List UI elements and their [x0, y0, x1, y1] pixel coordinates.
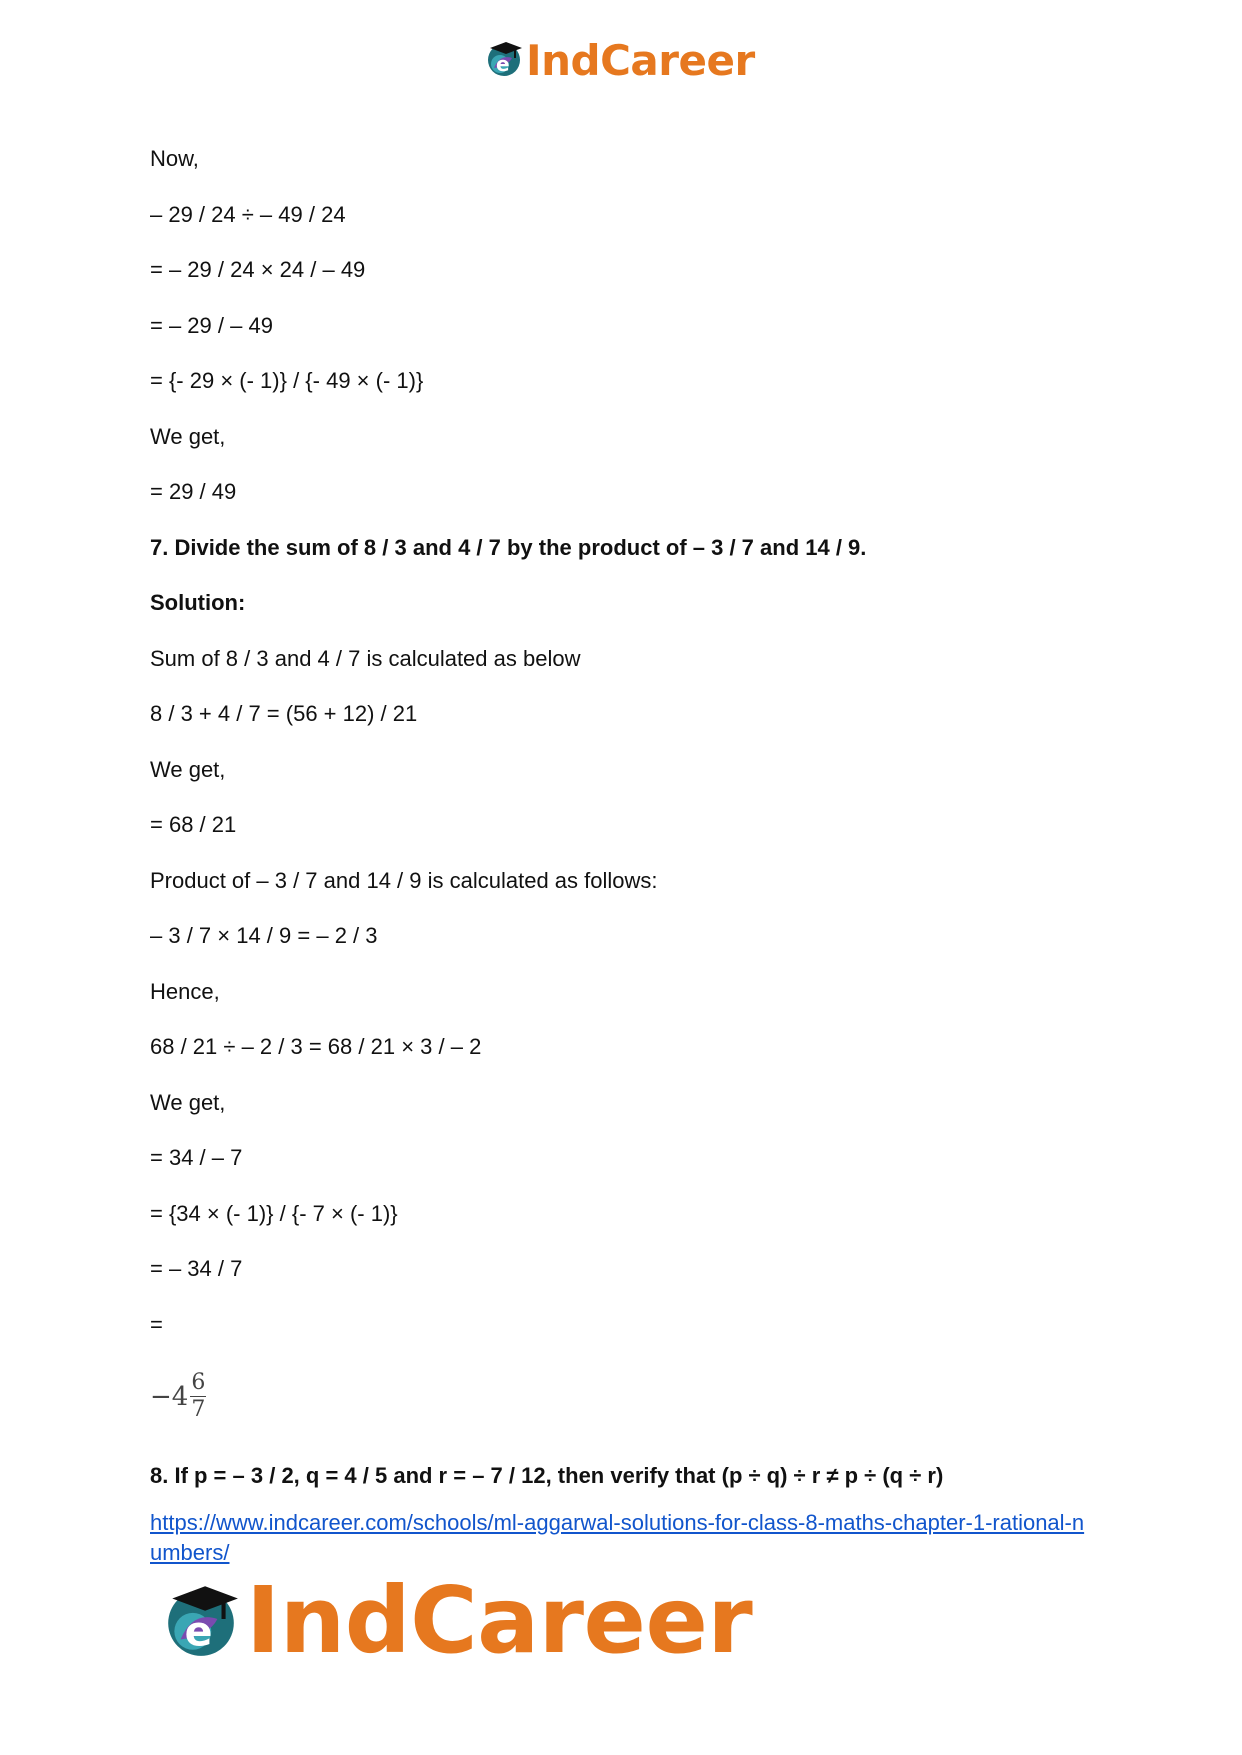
- logo-text: IndCareer: [526, 35, 755, 85]
- graduation-cap-globe-icon: [484, 38, 524, 83]
- text-line: We get,: [150, 1089, 226, 1115]
- svg-text:e: e: [184, 1607, 213, 1656]
- text-line: = {- 29 × (- 1)} / {- 49 × (- 1)}: [150, 368, 424, 393]
- source-link[interactable]: https://www.indcareer.com/schools/ml-aggarwal-solutions-for-class-8-maths-chapter-1-rational-numbers/: [150, 1510, 1085, 1565]
- text-line: = 34 / – 7: [150, 1145, 243, 1170]
- text-line: Now,: [150, 146, 199, 171]
- text-line: Product of – 3 / 7 and 14 / 9 is calculated as follows:: [150, 867, 658, 893]
- text-line: We get,: [150, 756, 226, 782]
- text-line: Sum of 8 / 3 and 4 / 7 is calculated as below: [150, 645, 581, 671]
- text-line: = – 29 / 24 × 24 / – 49: [150, 257, 366, 282]
- text-line: 68 / 21 ÷ – 2 / 3 = 68 / 21 × 3 / – 2: [150, 1034, 482, 1059]
- text-line: We get,: [150, 423, 226, 449]
- text-line: = 29 / 49: [150, 479, 237, 504]
- svg-text:e: e: [496, 52, 510, 76]
- footer-logo: [160, 1567, 753, 1674]
- fraction-denominator: 7: [191, 1397, 206, 1422]
- fraction-numerator: 6: [191, 1370, 206, 1395]
- mixed-fraction: [150, 1370, 206, 1423]
- heading-line: 7. Divide the sum of 8 / 3 and 4 / 7 by the product of – 3 / 7 and 14 / 9.: [150, 534, 867, 560]
- text-line: – 29 / 24 ÷ – 49 / 24: [150, 201, 346, 227]
- text-line: = – 29 / – 49: [150, 312, 273, 338]
- text-line: =: [150, 1311, 163, 1337]
- header-logo: [484, 35, 755, 85]
- text-line: = 68 / 21: [150, 812, 237, 837]
- text-line: Hence,: [150, 978, 220, 1004]
- document-body: [150, 146, 1110, 1367]
- text-line: – 3 / 7 × 14 / 9 = – 2 / 3: [150, 923, 378, 948]
- text-line: = – 34 / 7: [150, 1256, 243, 1281]
- graduation-cap-globe-icon: [160, 1578, 242, 1665]
- fraction-whole: −4: [150, 1381, 189, 1412]
- heading-line: Solution:: [150, 590, 246, 615]
- text-line: 8 / 3 + 4 / 7 = (56 + 12) / 21: [150, 701, 418, 726]
- fraction-part: [190, 1370, 206, 1423]
- question-8: 8. If p = – 3 / 2, q = 4 / 5 and r = – 7 / 12, then verify that (p ÷ q) ÷ r ≠ p ÷ (q ÷ r): [150, 1463, 944, 1488]
- logo-text: IndCareer: [246, 1567, 753, 1674]
- text-line: = {34 × (- 1)} / {- 7 × (- 1)}: [150, 1200, 398, 1226]
